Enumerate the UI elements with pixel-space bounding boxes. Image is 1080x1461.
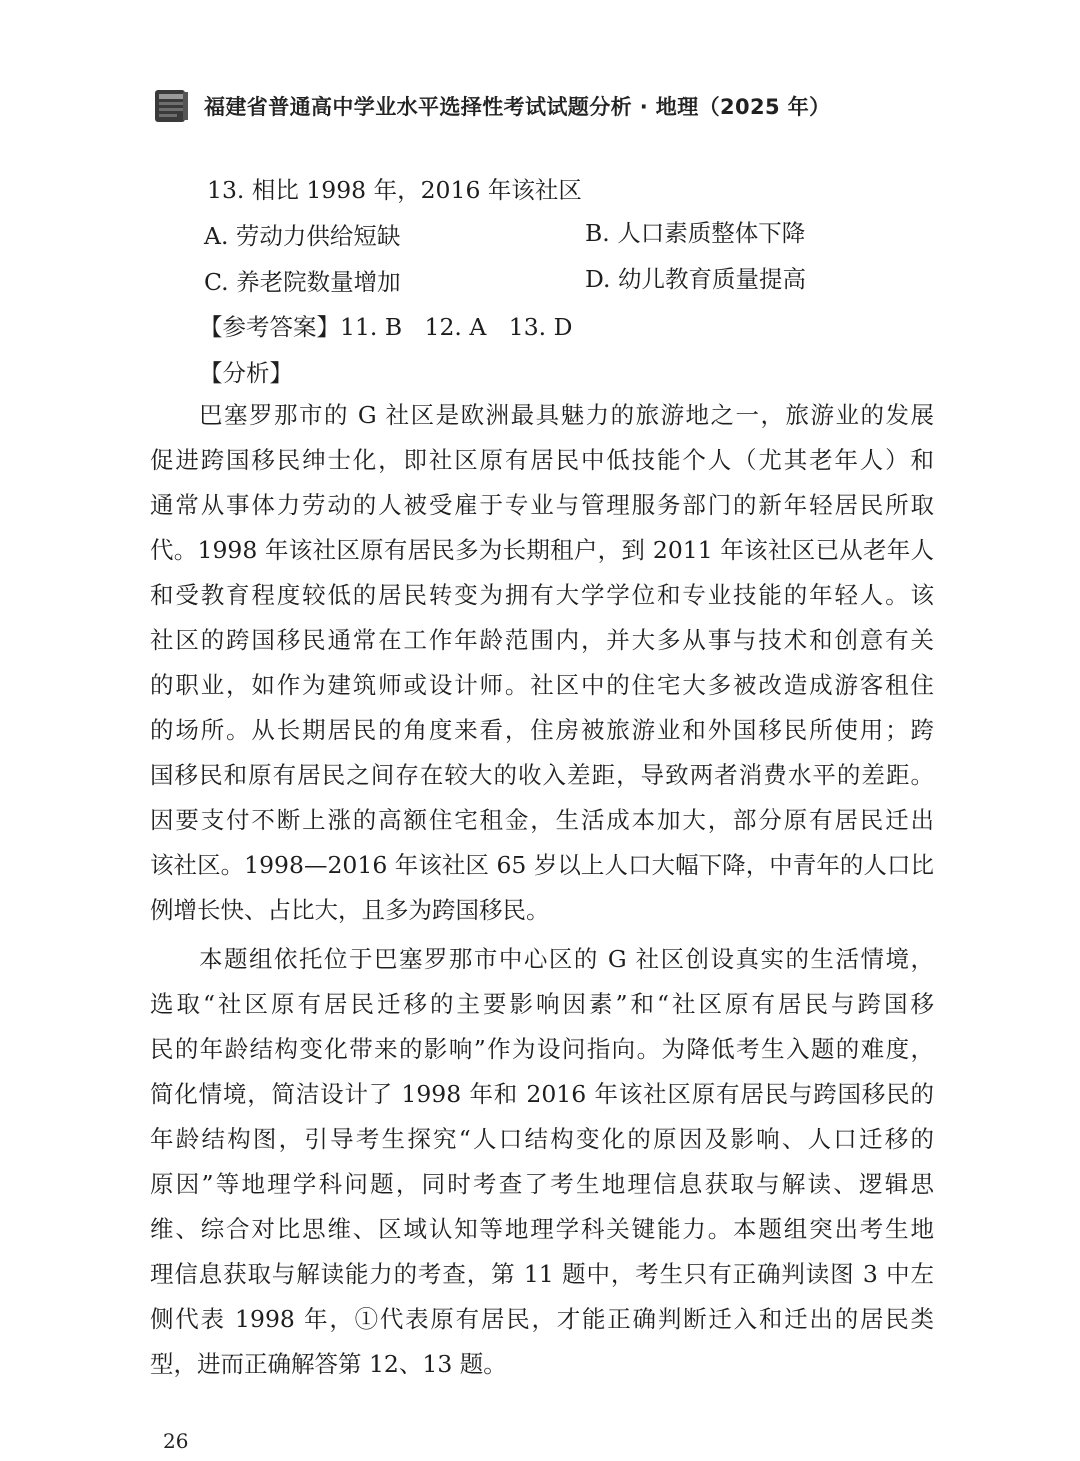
paragraph-line: 促进跨国移民绅士化，即社区原有居民中低技能个人（尤其老年人）和	[150, 446, 934, 474]
header-title: 福建省普通高中学业水平选择性考试试题分析 · 地理（2025 年）	[204, 95, 831, 119]
paragraph-line: 社区的跨国移民通常在工作年龄范围内，并大多从事与技术和创意有关	[150, 626, 934, 654]
paragraph-line: 的职业，如作为建筑师或设计师。社区中的住宅大多被改造成游客租住	[150, 671, 934, 699]
page-header	[150, 86, 870, 126]
paragraph-line: 国移民和原有居民之间存在较大的收入差距，导致两者消费水平的差距。	[150, 761, 934, 789]
paragraph-line: 侧代表 1998 年，①代表原有居民，才能正确判断迁入和迁出的居民类	[150, 1305, 934, 1333]
paragraph-line: 理信息获取与解读能力的考查，第 11 题中，考生只有正确判读图 3 中左	[150, 1260, 934, 1288]
option-c: C. 养老院数量增加	[204, 268, 401, 296]
paragraph-line: 该社区。1998—2016 年该社区 65 岁以上人口大幅下降，中青年的人口比	[150, 851, 934, 879]
paragraph-line: 代。1998 年该社区原有居民多为长期租户，到 2011 年该社区已从老年人	[150, 536, 934, 564]
paragraph-line: 和受教育程度较低的居民转变为拥有大学学位和专业技能的年轻人。该	[150, 581, 934, 609]
option-a: A. 劳动力供给短缺	[204, 222, 401, 250]
paragraph-line: 原因”等地理学科问题，同时考查了考生地理信息获取与解读、逻辑思	[150, 1170, 934, 1198]
option-b: B. 人口素质整体下降	[585, 219, 806, 247]
paragraph-line: 例增长快、占比大，且多为跨国移民。	[150, 896, 550, 924]
page-number: 26	[163, 1429, 189, 1453]
book-icon	[150, 86, 192, 126]
paragraph-line: 巴塞罗那市的 G 社区是欧洲最具魅力的旅游地之一，旅游业的发展	[199, 401, 934, 429]
paragraph-line: 民的年龄结构变化带来的影响”作为设问指向。为降低考生入题的难度，	[150, 1035, 934, 1063]
reference-answer: 【参考答案】11. B 12. A 13. D	[199, 313, 573, 341]
option-d: D. 幼儿教育质量提高	[585, 265, 806, 293]
question-stem: 13. 相比 1998 年，2016 年该社区	[207, 176, 582, 204]
paragraph-line: 通常从事体力劳动的人被受雇于专业与管理服务部门的新年轻居民所取	[150, 491, 934, 519]
paragraph-line: 年龄结构图，引导考生探究“人口结构变化的原因及影响、人口迁移的	[150, 1125, 934, 1153]
paragraph-line: 型，进而正确解答第 12、13 题。	[150, 1350, 507, 1378]
paragraph-line: 选取“社区原有居民迁移的主要影响因素”和“社区原有居民与跨国移	[150, 990, 934, 1018]
paragraph-line: 简化情境，简洁设计了 1998 年和 2016 年该社区原有居民与跨国移民的	[150, 1080, 934, 1108]
paragraph-line: 维、综合对比思维、区域认知等地理学科关键能力。本题组突出考生地	[150, 1215, 934, 1243]
analysis-heading: 【分析】	[199, 359, 293, 387]
paragraph-line: 的场所。从长期居民的角度来看，住房被旅游业和外国移民所使用；跨	[150, 716, 934, 744]
paragraph-line: 本题组依托位于巴塞罗那市中心区的 G 社区创设真实的生活情境，	[199, 945, 934, 973]
paragraph-line: 因要支付不断上涨的高额住宅租金，生活成本加大，部分原有居民迁出	[150, 806, 934, 834]
